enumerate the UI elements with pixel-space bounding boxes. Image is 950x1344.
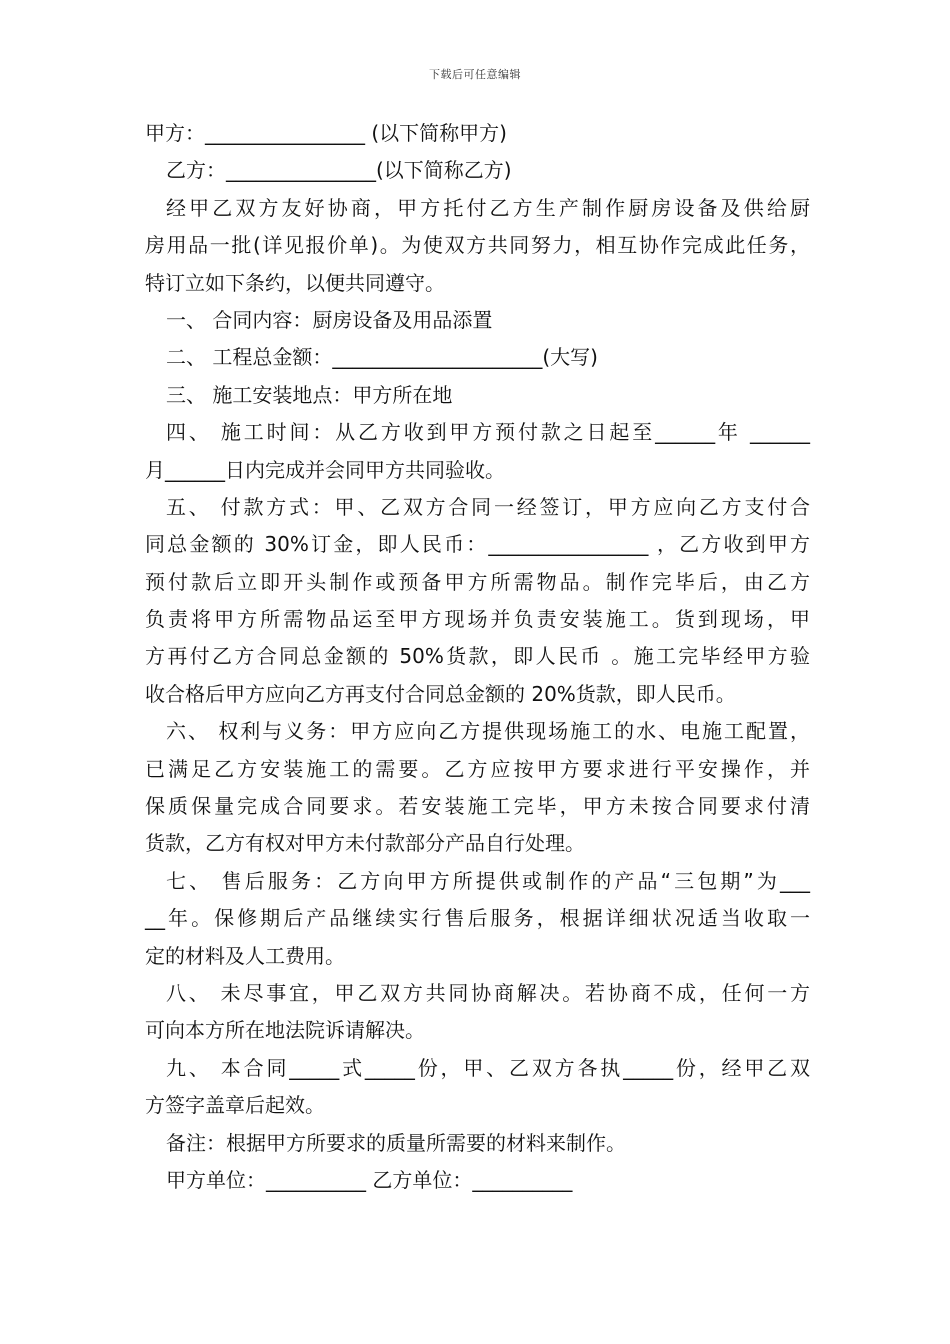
party-b-line: 乙方：_______________(以下简称乙方) xyxy=(166,158,512,183)
clause-6: 六、 权利与义务：甲方应向乙方提供现场施工的水、电施工配置， xyxy=(166,719,810,744)
clause-3: 三、 施工安装地点：甲方所在地 xyxy=(166,382,453,407)
clause-5: 五、 付款方式：甲、乙双方合同一经签订，甲方应向乙方支付合 xyxy=(166,494,810,519)
clause-5: 预付款后立即开头制作或预备甲方所需物品。制作完毕后，由乙方 xyxy=(145,569,810,594)
clause-5: 同总金额的 30%订金，即人民币：________________ ，乙方收到甲方 xyxy=(145,532,810,557)
contract-body xyxy=(145,115,810,1199)
intro-line: 房用品一批(详见报价单)。为使双方共同努力，相互协作完成此任务， xyxy=(145,233,810,258)
clause-6: 货款，乙方有权对甲方未付款部分产品自行处理。 xyxy=(145,831,585,856)
clause-5: 负责将甲方所需物品运至甲方现场并负责安装施工。货到现场，甲 xyxy=(145,607,810,632)
clause-9: 方签字盖章后起效。 xyxy=(145,1093,325,1118)
clause-7: 定的材料及人工费用。 xyxy=(145,943,345,968)
clause-8: 可向本方所在地法院诉请解决。 xyxy=(145,1018,425,1043)
intro-line: 特订立如下条约，以便共同遵守。 xyxy=(145,270,445,295)
clause-2: 二、 工程总金额：_____________________(大写) xyxy=(166,345,598,370)
clause-4: 月______日内完成并会同甲方共同验收。 xyxy=(145,457,505,482)
signature-line: 甲方单位：__________ 乙方单位：__________ xyxy=(166,1167,573,1192)
page-header: 下载后可任意编辑 xyxy=(429,68,521,81)
party-a-line: 甲方：________________ (以下简称甲方) xyxy=(145,121,507,145)
clause-7: __年。保修期后产品继续实行售后服务，根据详细状况适当收取一 xyxy=(145,906,810,931)
remark-line: 备注：根据甲方所要求的质量所需要的材料来制作。 xyxy=(166,1130,626,1155)
clause-1: 一、 合同内容：厨房设备及用品添置 xyxy=(166,307,493,332)
clause-7: 七、 售后服务：乙方向甲方所提供或制作的产品“三包期”为___ xyxy=(166,868,810,893)
clause-6: 已满足乙方安装施工的需要。乙方应按甲方要求进行平安操作，并 xyxy=(145,756,810,781)
clause-4: 四、 施工时间：从乙方收到甲方预付款之日起至______年 ______ xyxy=(166,420,810,445)
clause-6: 保质保量完成合同要求。若安装施工完毕，甲方未按合同要求付清 xyxy=(145,794,810,819)
clause-5: 收合格后甲方应向乙方再支付合同总金额的 20%货款，即人民币。 xyxy=(145,681,736,706)
clause-5: 方再付乙方合同总金额的 50%货款，即人民币 。施工完毕经甲方验 xyxy=(145,644,810,669)
clause-9: 九、 本合同_____式_____份，甲、乙双方各执_____份，经甲乙双 xyxy=(166,1055,810,1080)
intro-line: 经甲乙双方友好协商，甲方托付乙方生产制作厨房设备及供给厨 xyxy=(166,195,810,220)
clause-8: 八、 未尽事宜，甲乙双方共同协商解决。若协商不成，任何一方 xyxy=(166,980,810,1005)
